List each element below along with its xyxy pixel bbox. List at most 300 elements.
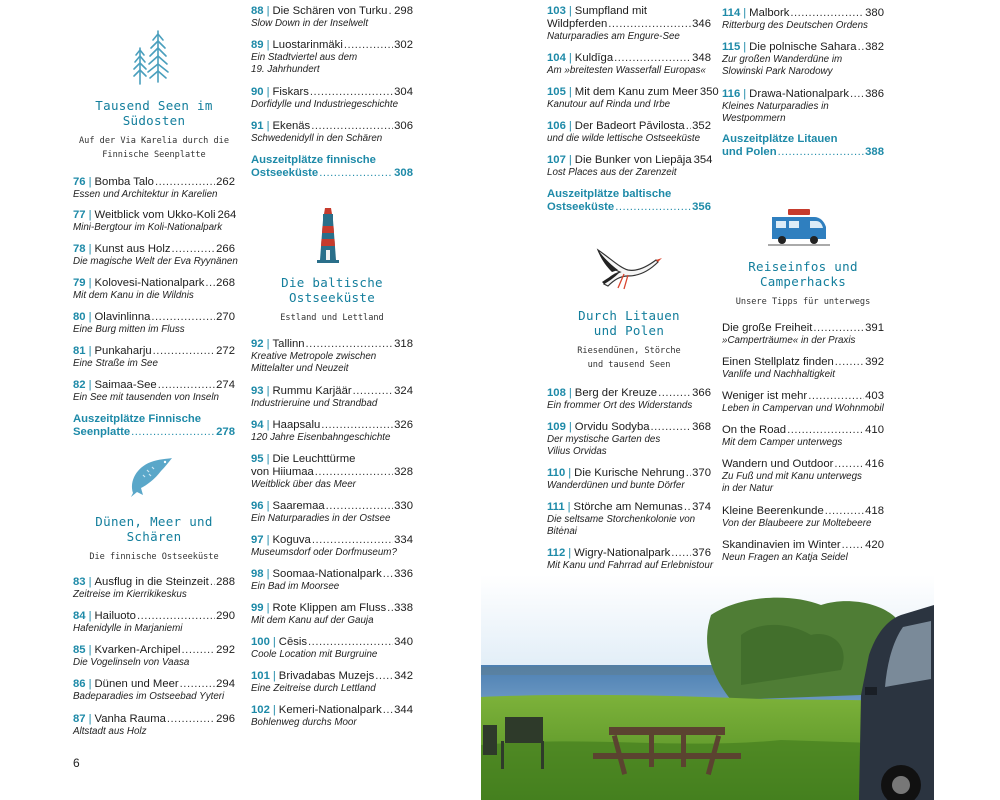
toc-entry-number: 111 xyxy=(547,501,565,513)
toc-entry-title: Malbork xyxy=(749,7,790,19)
toc-entry-title: Auszeitplätze Finnische xyxy=(73,413,202,425)
dot-leader xyxy=(842,539,864,552)
toc-entry-subtitle: Slow Down in der Inselwelt xyxy=(251,18,369,29)
toc-entry-page: 368 xyxy=(692,421,711,433)
toc-entry-page: 420 xyxy=(865,539,884,551)
toc-entry-number: 92 xyxy=(251,338,264,350)
toc-entry-subtitle: in der Natur xyxy=(722,483,774,494)
toc-entry-title: Tallinn xyxy=(272,338,305,350)
toc-entry-page: 302 xyxy=(394,39,413,51)
toc-entry-page: 356 xyxy=(692,201,711,213)
toc-entry-line xyxy=(547,201,711,214)
toc-entry-line xyxy=(547,501,711,514)
dot-leader xyxy=(311,120,393,133)
separator: | xyxy=(266,419,270,431)
dot-leader xyxy=(787,424,864,437)
toc-entry-subtitle: Schwedenidyll in den Schären xyxy=(251,133,383,144)
toc-entry-line xyxy=(722,539,884,552)
separator: | xyxy=(266,385,270,397)
toc-entry xyxy=(251,670,413,695)
toc-entry-page: 262 xyxy=(216,176,235,188)
separator: | xyxy=(743,7,747,19)
dot-leader xyxy=(658,387,691,400)
toc-entry xyxy=(251,86,413,111)
toc-entry xyxy=(73,176,235,201)
separator: | xyxy=(266,500,270,512)
toc-entry-title: Ostseeküste xyxy=(251,167,319,179)
dot-leader xyxy=(319,167,393,180)
toc-entry-subtitle: Lost Places aus der Zarenzeit xyxy=(547,167,677,178)
toc-entry-number: 79 xyxy=(73,277,86,289)
toc-entry-page: 306 xyxy=(394,120,413,132)
separator: | xyxy=(88,345,92,357)
toc-entry-number: 104 xyxy=(547,52,566,64)
toc-entry-line xyxy=(251,338,413,351)
dot-leader xyxy=(353,385,394,398)
camper-van-icon xyxy=(768,207,830,247)
toc-entry-subtitle: Ritterburg des Deutschen Ordens xyxy=(722,20,868,31)
toc-entry-title: Saimaa-See xyxy=(94,379,157,391)
toc-entry-page: 350 xyxy=(699,86,719,98)
toc-entry-subtitle: Ein Stadtviertel aus dem xyxy=(251,52,358,63)
toc-entry xyxy=(547,467,711,492)
separator: | xyxy=(266,453,270,465)
toc-entry-page: 268 xyxy=(216,277,235,289)
toc-entry-page: 352 xyxy=(692,120,711,132)
dot-leader xyxy=(210,576,215,589)
toc-entry-number: 91 xyxy=(251,120,264,132)
page-number: 6 xyxy=(73,756,80,770)
separator: | xyxy=(568,120,572,132)
toc-entry xyxy=(73,243,238,268)
dot-leader xyxy=(321,419,393,432)
toc-entry xyxy=(722,505,884,530)
toc-entry-subtitle: Wanderdünen und bunte Dörfer xyxy=(547,480,685,491)
toc-entry-line xyxy=(251,534,413,547)
separator: | xyxy=(743,41,747,53)
separator: | xyxy=(88,209,92,221)
toc-entry-title-text: Sumpfland mit xyxy=(574,5,648,17)
dot-leader xyxy=(835,356,864,369)
toc-entry xyxy=(547,154,711,179)
toc-entry xyxy=(73,277,235,302)
toc-entry-subtitle: »Camperträume« in der Praxis xyxy=(722,335,856,346)
toc-entry-subtitle: Ein Bad im Moorsee xyxy=(251,581,340,592)
toc-entry-number: 87 xyxy=(73,713,86,725)
toc-entry xyxy=(251,39,413,76)
dot-leader xyxy=(172,243,216,256)
dot-leader xyxy=(825,505,864,518)
toc-entry-line xyxy=(547,86,719,99)
dot-leader xyxy=(778,146,865,159)
toc-entry-line xyxy=(547,52,711,65)
separator: | xyxy=(266,568,270,580)
separator: | xyxy=(88,610,92,622)
fish-icon xyxy=(127,455,175,499)
dot-leader xyxy=(167,713,215,726)
toc-entry-line xyxy=(547,421,711,434)
toc-entry-title: Brivadabas Muzejs xyxy=(278,670,375,682)
dot-leader xyxy=(137,610,215,623)
dot-leader xyxy=(684,501,691,514)
toc-entry-line xyxy=(251,120,413,133)
dot-leader xyxy=(312,534,393,547)
stork-icon xyxy=(590,242,662,290)
toc-highlight-entry xyxy=(547,188,711,214)
separator: | xyxy=(266,5,270,17)
toc-entry xyxy=(547,86,719,111)
section-heading-finnish-coast: Dünen, Meer und Schären Die finnische Ostseeküste xyxy=(89,514,219,562)
toc-entry-page: 370 xyxy=(692,467,711,479)
toc-entry-title xyxy=(547,5,711,18)
toc-entry-subtitle: Mittelalter und Neuzeit xyxy=(251,363,349,374)
separator: | xyxy=(272,670,276,682)
toc-entry-title: Die Kurische Nehrung xyxy=(574,467,685,479)
dot-leader xyxy=(315,466,393,479)
toc-entry-title: Drawa-Nationalpark xyxy=(749,88,850,100)
toc-entry-number: 103 xyxy=(547,5,566,17)
toc-entry-subtitle: und die wilde lettische Ostseeküste xyxy=(547,133,701,144)
toc-entry xyxy=(73,345,235,370)
toc-entry xyxy=(722,322,884,347)
toc-entry-number: 100 xyxy=(251,636,270,648)
toc-entry-page: 324 xyxy=(394,385,413,397)
toc-entry-line xyxy=(722,7,884,20)
toc-entry-number: 86 xyxy=(73,678,86,690)
toc-entry-number: 109 xyxy=(547,421,566,433)
separator: | xyxy=(568,387,572,399)
toc-entry xyxy=(547,501,711,538)
separator: | xyxy=(568,421,572,433)
toc-entry-subtitle: Naturparadies am Engure-See xyxy=(547,31,680,42)
dot-leader xyxy=(131,426,215,439)
toc-entry-line xyxy=(73,379,235,392)
toc-entry-line xyxy=(251,636,413,649)
dot-leader xyxy=(387,602,393,615)
toc-entry-title: Einen Stellplatz finden xyxy=(722,356,834,368)
dot-leader xyxy=(383,704,393,717)
toc-highlight-entry xyxy=(722,133,884,159)
toc-entry-page: 348 xyxy=(692,52,711,64)
toc-entry-title: Mit dem Kanu zum Meer xyxy=(574,86,698,98)
toc-entry xyxy=(251,602,413,627)
toc-entry-title: Die Schären von Turku xyxy=(272,5,388,17)
toc-entry xyxy=(722,7,884,32)
toc-entry-line xyxy=(251,167,413,180)
separator: | xyxy=(88,644,92,656)
toc-entry-number: 90 xyxy=(251,86,264,98)
toc-entry xyxy=(251,453,413,491)
toc-entry-subtitle: Mit dem Kanu auf der Gauja xyxy=(251,615,374,626)
toc-entry-line xyxy=(73,209,235,222)
toc-entry-title: Auszeitplätze Litauen xyxy=(722,133,838,145)
toc-entry xyxy=(547,120,711,145)
separator: | xyxy=(88,176,92,188)
toc-entry-page: 294 xyxy=(216,678,235,690)
toc-entry-subtitle: Bohlenweg durchs Moor xyxy=(251,717,357,728)
toc-entry-page: 403 xyxy=(865,390,884,402)
toc-entry xyxy=(251,419,413,444)
toc-entry-subtitle: Essen und Architektur in Karelien xyxy=(73,189,218,200)
toc-entry-number: 98 xyxy=(251,568,264,580)
separator: | xyxy=(567,501,571,513)
toc-entry xyxy=(722,88,884,125)
toc-entry-subtitle: Vanlife und Nachhaltigkeit xyxy=(722,369,835,380)
toc-entry-page: 376 xyxy=(692,547,711,559)
dot-leader xyxy=(671,547,691,560)
toc-entry-subtitle: Ein See mit tausenden von Inseln xyxy=(73,392,219,403)
toc-entry-page: 298 xyxy=(394,5,413,17)
toc-entry-line xyxy=(547,154,711,167)
toc-entry-number: 95 xyxy=(251,453,264,465)
toc-highlight-entry xyxy=(73,413,235,439)
toc-entry-number: 105 xyxy=(547,86,566,98)
toc-entry-number: 101 xyxy=(251,670,270,682)
separator: | xyxy=(88,713,92,725)
dot-leader xyxy=(344,39,393,52)
toc-entry-subtitle: Zur großen Wanderdüne im xyxy=(722,54,843,65)
toc-entry-page: 274 xyxy=(216,379,235,391)
toc-entry-subtitle: 120 Jahre Eisenbahngeschichte xyxy=(251,432,391,443)
toc-entry-title: Kemeri-Nationalpark xyxy=(278,704,382,716)
toc-entry-line xyxy=(73,176,235,189)
toc-entry-page: 380 xyxy=(865,7,884,19)
toc-entry-line xyxy=(251,704,413,717)
toc-entry xyxy=(722,41,884,78)
dot-leader xyxy=(834,458,864,471)
dot-leader xyxy=(608,18,691,31)
toc-entry-subtitle: Eine Burg mitten im Fluss xyxy=(73,324,185,335)
toc-entry-subtitle: Mit dem Kanu in die Wildnis xyxy=(73,290,194,301)
separator: | xyxy=(266,86,270,98)
separator: | xyxy=(266,39,270,51)
toc-entry-title: Punkaharju xyxy=(94,345,152,357)
toc-entry-line xyxy=(722,356,884,369)
toc-entry-page: 308 xyxy=(394,167,413,179)
dot-leader xyxy=(858,41,865,54)
section-heading-travel-info: Reiseinfos und Camperhacks Unsere Tipps für unterwegs xyxy=(735,259,871,307)
toc-entry xyxy=(251,636,413,661)
dot-leader xyxy=(850,88,864,101)
toc-entry-page: 264 xyxy=(217,209,237,221)
toc-entry xyxy=(722,356,884,381)
toc-entry-title: Rummu Karjäär xyxy=(272,385,352,397)
toc-entry xyxy=(251,5,413,30)
toc-entry-line xyxy=(722,146,884,159)
separator: | xyxy=(568,52,572,64)
toc-entry-subtitle: Mini-Bergtour im Koli-Nationalpark xyxy=(73,222,223,233)
toc-entry-subtitle: Westpommern xyxy=(722,113,786,124)
toc-entry-subtitle: Vilius Orvidas xyxy=(547,446,607,457)
toc-entry-subtitle: Von der Blaubeere zur Moltebeere xyxy=(722,518,872,529)
toc-entry-title: und Polen xyxy=(722,146,777,158)
toc-entry-page: 342 xyxy=(394,670,413,682)
toc-entry-page: 288 xyxy=(216,576,235,588)
toc-entry-number: 94 xyxy=(251,419,264,431)
separator: | xyxy=(568,86,572,98)
toc-entry-subtitle: Hafenidylle in Marjaniemi xyxy=(73,623,183,634)
toc-entry-title: von Hiiumaa xyxy=(251,466,314,478)
toc-entry-page: 382 xyxy=(865,41,884,53)
dot-leader xyxy=(388,5,393,18)
toc-entry-page: 296 xyxy=(216,713,235,725)
toc-entry-line xyxy=(722,505,884,518)
toc-entry-title: Saaremaa xyxy=(272,500,325,512)
toc-entry-page: 392 xyxy=(865,356,884,368)
toc-entry-line xyxy=(73,243,235,256)
toc-entry-title: Wildpferden xyxy=(547,18,608,30)
dot-leader xyxy=(375,670,393,683)
toc-entry-title: On the Road xyxy=(722,424,787,436)
dot-leader xyxy=(151,311,215,324)
toc-entry-line xyxy=(722,41,884,54)
toc-entry-title: Hailuoto xyxy=(94,610,136,622)
toc-entry-subtitle: Badeparadies im Ostseebad Yyteri xyxy=(73,691,225,702)
toc-entry-title: Wandern und Outdoor xyxy=(722,458,834,470)
toc-entry-subtitle: Leben in Campervan und Wohnmobil xyxy=(722,403,884,414)
toc-entry-title: Die Bunker von Liepāja xyxy=(574,154,692,166)
toc-entry-line xyxy=(73,678,235,691)
toc-entry-subtitle: Kreative Metropole zwischen xyxy=(251,351,377,362)
toc-entry-line xyxy=(251,670,413,683)
toc-entry-subtitle: Bitėnai xyxy=(547,526,577,537)
toc-entry-number: 96 xyxy=(251,500,264,512)
dot-leader xyxy=(155,176,215,189)
toc-entry-number: 114 xyxy=(722,7,741,19)
toc-entry-line xyxy=(547,18,711,31)
toc-entry-number: 88 xyxy=(251,5,264,17)
dot-leader xyxy=(686,120,691,133)
toc-entry-title: Kleine Beerenkunde xyxy=(722,505,824,517)
toc-entry xyxy=(251,500,413,525)
dot-leader xyxy=(180,678,215,691)
pine-trees-icon xyxy=(128,26,174,86)
toc-entry-page: 346 xyxy=(692,18,711,30)
toc-entry xyxy=(73,379,235,404)
toc-entry-number: 83 xyxy=(73,576,86,588)
toc-entry-page: 266 xyxy=(216,243,235,255)
toc-entry xyxy=(547,387,711,412)
dot-leader xyxy=(326,500,394,513)
toc-entry xyxy=(722,424,884,449)
toc-entry-subtitle: Eine Straße im See xyxy=(73,358,158,369)
toc-entry-page: 330 xyxy=(394,500,413,512)
separator: | xyxy=(266,338,270,350)
toc-entry-title: Seenplatte xyxy=(73,426,131,438)
toc-entry-title: Kolovesi-Nationalpark xyxy=(94,277,205,289)
separator: | xyxy=(88,678,92,690)
toc-entry-title: Die große Freiheit xyxy=(722,322,813,334)
toc-entry-page: 328 xyxy=(394,466,413,478)
toc-entry-title: Kvarken-Archipel xyxy=(94,644,181,656)
toc-entry-title: Vanha Rauma xyxy=(94,713,166,725)
toc-entry-subtitle: Neun Fragen an Katja Seidel xyxy=(722,552,848,563)
toc-entry-number: 107 xyxy=(547,154,566,166)
toc-entry-title: Skandinavien im Winter xyxy=(722,539,841,551)
toc-entry xyxy=(251,385,413,410)
toc-entry-subtitle: 19. Jahrhundert xyxy=(251,64,320,75)
toc-entry-title: Haapsalu xyxy=(272,419,321,431)
toc-entry-title: Ekenäs xyxy=(272,120,311,132)
separator: | xyxy=(568,547,572,559)
toc-entry-title: Bomba Talo xyxy=(94,176,154,188)
toc-entry-page: 290 xyxy=(216,610,235,622)
toc-entry-number: 82 xyxy=(73,379,86,391)
separator: | xyxy=(88,311,92,323)
toc-entry-number: 77 xyxy=(73,209,86,221)
toc-entry-line xyxy=(73,576,235,589)
toc-entry-page: 326 xyxy=(394,419,413,431)
toc-entry-number: 85 xyxy=(73,644,86,656)
toc-entry-line xyxy=(722,322,884,335)
toc-entry-number: 99 xyxy=(251,602,264,614)
toc-entry-page: 344 xyxy=(394,704,413,716)
toc-entry-page: 270 xyxy=(216,311,235,323)
toc-entry-subtitle: Weitblick über das Meer xyxy=(251,479,356,490)
toc-entry-line xyxy=(251,602,413,615)
dot-leader xyxy=(308,636,393,649)
toc-entry-title: Störche am Nemunas xyxy=(573,501,683,513)
toc-entry-title: Cēsis xyxy=(278,636,308,648)
toc-entry xyxy=(73,209,235,234)
toc-entry xyxy=(547,5,711,43)
dot-leader xyxy=(153,345,215,358)
toc-entry-page: 374 xyxy=(692,501,711,513)
toc-entry-page: 292 xyxy=(216,644,235,656)
separator: | xyxy=(568,467,572,479)
toc-entry-number: 81 xyxy=(73,345,86,357)
toc-entry-line xyxy=(251,568,413,581)
toc-entry-number: 102 xyxy=(251,704,270,716)
toc-entry-page: 366 xyxy=(692,387,711,399)
toc-entry-line xyxy=(547,467,711,480)
toc-entry-subtitle: Eine Zeitreise durch Lettland xyxy=(251,683,376,694)
toc-entry xyxy=(547,547,714,572)
toc-entry-subtitle: Industrieruine und Strandbad xyxy=(251,398,378,409)
toc-entry-line xyxy=(73,644,235,657)
toc-entry-title: Fiskars xyxy=(272,86,309,98)
toc-entry-page: 354 xyxy=(693,154,713,166)
toc-entry-subtitle: Museumsdorf oder Dorfmuseum? xyxy=(251,547,397,558)
toc-entry-subtitle: Die seltsame Storchenkolonie von xyxy=(547,514,696,525)
toc-entry-page: 391 xyxy=(865,322,884,334)
toc-entry-line xyxy=(547,387,711,400)
toc-entry-title xyxy=(251,453,413,466)
toc-entry-subtitle: Slowinski Park Narodowy xyxy=(722,66,833,77)
toc-entry-line xyxy=(547,547,711,560)
toc-entry-title: Koguva xyxy=(272,534,311,546)
toc-entry-line xyxy=(251,5,413,18)
toc-entry-number: 115 xyxy=(722,41,741,53)
separator: | xyxy=(88,379,92,391)
toc-entry-number: 116 xyxy=(722,88,741,100)
dot-leader xyxy=(813,322,864,335)
toc-entry-title: Die polnische Sahara xyxy=(749,41,857,53)
toc-entry xyxy=(722,539,884,564)
toc-entry xyxy=(547,52,711,77)
toc-entry-title-text: Die Leuchttürme xyxy=(272,453,356,465)
toc-entry-title: Kunst aus Holz xyxy=(94,243,171,255)
toc-entry-page: 278 xyxy=(216,426,235,438)
separator: | xyxy=(272,636,276,648)
toc-entry-line xyxy=(73,277,235,290)
toc-entry xyxy=(547,421,711,458)
toc-entry-page: 388 xyxy=(865,146,884,158)
toc-entry-page: 334 xyxy=(394,534,413,546)
separator: | xyxy=(266,602,270,614)
toc-entry-line xyxy=(251,39,413,52)
toc-entry-subtitle: Ein Naturparadies in der Ostsee xyxy=(251,513,391,524)
